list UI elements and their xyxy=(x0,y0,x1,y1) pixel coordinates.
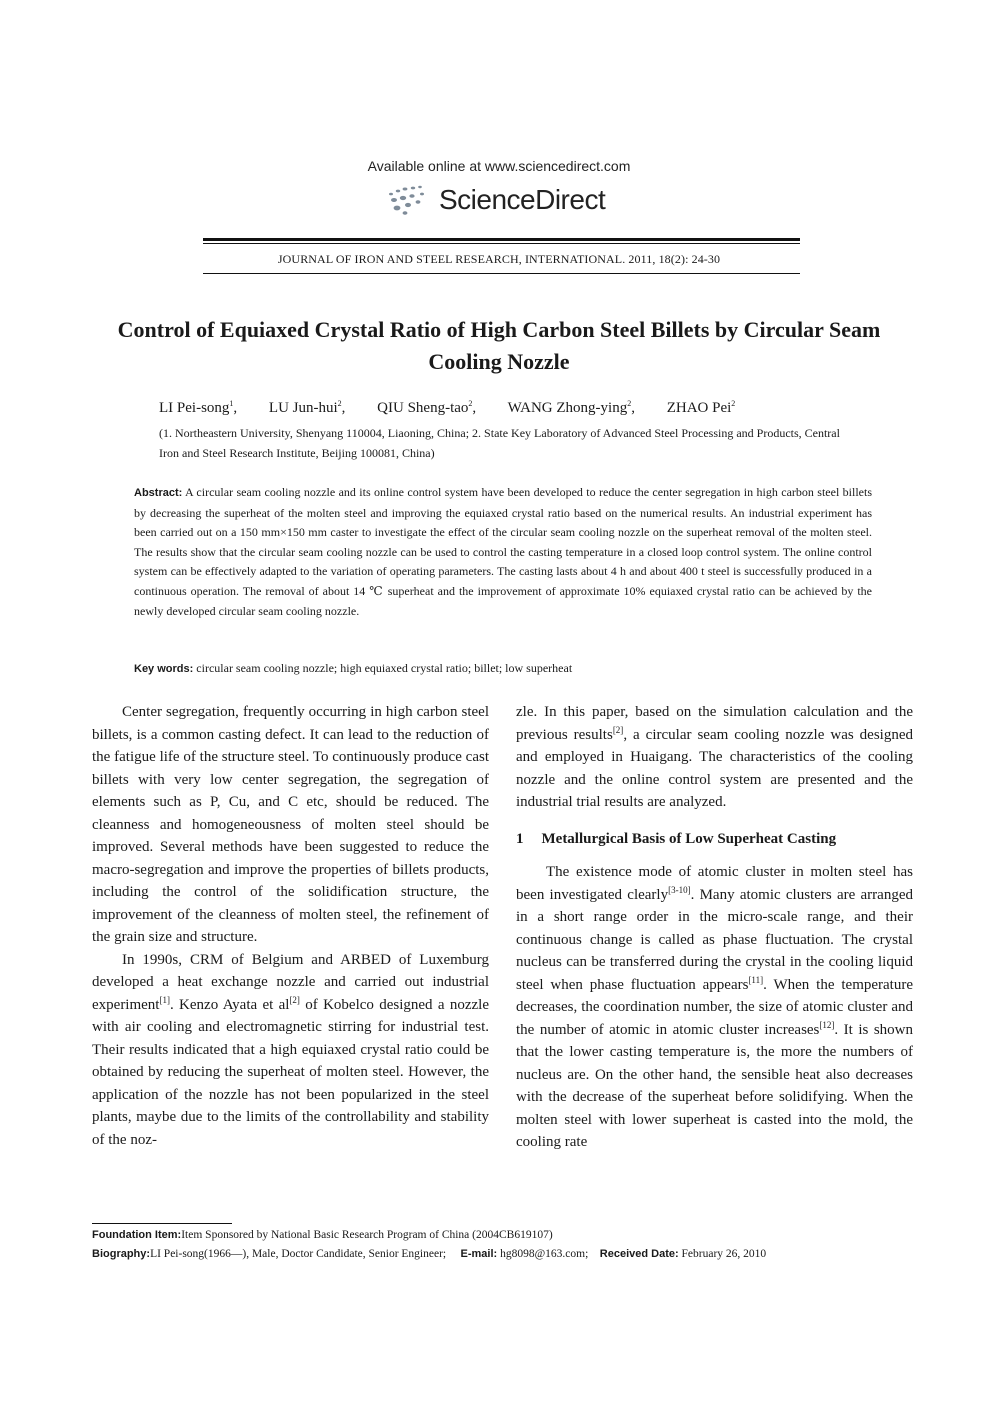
email-label: E-mail: xyxy=(460,1248,498,1260)
author xyxy=(508,400,635,416)
author-name: ZHAO Pei xyxy=(666,400,732,416)
sciencedirect-dots-icon xyxy=(383,180,433,220)
citation-ref[interactable]: [11] xyxy=(748,974,764,985)
email-address[interactable]: hg8098@163.com; xyxy=(500,1248,589,1260)
section-heading xyxy=(516,828,913,851)
author-separator: , xyxy=(472,400,477,416)
author-affiliation-mark: 1 xyxy=(229,399,234,408)
paragraph-text: . Kenzo Ayata et al xyxy=(169,996,290,1013)
citation-ref[interactable]: [12] xyxy=(819,1019,835,1030)
footnote-label: Biography: xyxy=(92,1248,151,1260)
author-name: LU Jun-hui xyxy=(268,400,338,416)
author-affiliation-mark: 2 xyxy=(627,399,632,408)
paragraph-text: , a circular seam cooling nozzle was designed and employed in Huaigang. The characteristics of the cooling nozzle and the online control system are presented and the industrial trial results are analyzed. xyxy=(516,726,913,810)
sciencedirect-wordmark: ScienceDirect xyxy=(439,184,606,215)
author-affiliation-mark: 2 xyxy=(337,399,342,408)
paragraph-text: . When the temperature decreases, the coordination number, the size of atomic cluster and the number of atomic in atomic cluster increases xyxy=(516,976,913,1038)
author-affiliation-mark: 2 xyxy=(731,399,736,408)
received-date: February 26, 2010 xyxy=(681,1248,767,1260)
citation-ref[interactable]: [1] xyxy=(159,994,170,1005)
sciencedirect-logo xyxy=(383,180,605,220)
author-name: WANG Zhong-ying xyxy=(507,400,628,416)
citation-ref[interactable]: [2] xyxy=(289,994,300,1005)
paragraph-text: In 1990s, CRM of Belgium and ARBED of Luxemburg developed a heat exchange nozzle and carried out industrial experiment xyxy=(92,951,489,1013)
paragraph-text: . It is shown that the lower casting temperature is, the more the numbers of nucleus are. On the other hand, the sensible heat also decreases with the decrease of the superheat before solidifying. When the molten steel with lower superheat is casted into the mold, the cooling rate xyxy=(516,1021,913,1150)
paragraph xyxy=(92,949,489,1152)
paragraph-text: . Many atomic clusters are arranged in a short range order in the micro-scale range, and their continuous change is called as phase fluctuation. The crystal nucleus can be transferred during the crystal in the cooling liquid steel when phase fluctuation appears xyxy=(516,886,913,993)
footnote-text: LI Pei-song(1966—), Male, Doctor Candidate, Senior Engineer; xyxy=(150,1248,447,1260)
section-number: 1 xyxy=(516,830,524,847)
paragraph-text: zle. In this paper, based on the simulation calculation and the previous results xyxy=(516,704,913,743)
section-title: Metallurgical Basis of Low Superheat Casting xyxy=(541,830,837,847)
author-separator: , xyxy=(631,400,635,416)
abstract-text: A circular seam cooling nozzle and its online control system have been developed to reduce the center segregation in high carbon steel billets by decreasing the superheat of the molten steel and improving the equiaxed crystal ratio based on the numerical results. An industrial experiment has been carried out on a 150 mm×150 mm caster to investigate the effect of the circular seam cooling nozzle on the superheat removal of the molten steel. The results show that the circular seam cooling nozzle can be used to control the casting temperature in a closed loop control system. The online control system can be effectively adapted to the variation of operating parameters. The casting lasts about 4 h and about 400 t steel is successfully produced in a continuous operation. The removal of about 14 ℃ superheat and the improvement of approximate 10% equiaxed crystal ratio can be achieved by the newly developed circular seam cooling nozzle. xyxy=(134,485,872,618)
footnote-rule xyxy=(92,1223,232,1224)
citation-ref[interactable]: [2] xyxy=(612,724,624,735)
author-affiliations: (1. Northeastern University, Shenyang 110004, Liaoning, China; 2. State Key Laboratory of Advanced Steel Processing and Products, Central Iron and Steel Research Institute, Beijing 100081, China) xyxy=(159,426,840,460)
keywords-text: circular seam cooling nozzle; high equiaxed crystal ratio; billet; low superheat xyxy=(196,661,573,675)
author xyxy=(667,400,736,416)
paragraph xyxy=(516,861,913,1154)
author xyxy=(377,400,476,416)
author-separator: , xyxy=(233,400,238,416)
header-rule-thick xyxy=(203,238,800,241)
footnote-text: Item Sponsored by National Basic Research Program of China (2004CB619107) xyxy=(181,1229,553,1241)
paragraph-text: The existence mode of atomic cluster in molten steel has been investigated clearly xyxy=(516,864,913,903)
footnote-label: Foundation Item: xyxy=(92,1229,182,1241)
author-affiliation-mark: 2 xyxy=(468,399,473,408)
header-rule-thin xyxy=(203,243,800,244)
available-online-text: Available online at www.sciencedirect.com xyxy=(367,158,631,174)
author-name: LI Pei-song xyxy=(159,400,230,416)
header-rule-bottom xyxy=(203,273,800,274)
journal-citation: JOURNAL OF IRON AND STEEL RESEARCH, INTERNATIONAL. 2011, 18(2): 24-30 xyxy=(277,252,721,266)
keywords xyxy=(134,661,872,676)
article-title: Control of Equiaxed Crystal Ratio of High Carbon Steel Billets by Circular Seam Cooling Nozzle xyxy=(117,317,881,374)
footnote-biography xyxy=(92,1248,912,1260)
body-column-left xyxy=(92,701,489,1151)
author-separator: , xyxy=(341,400,346,416)
author xyxy=(159,400,237,416)
received-date-label: Received Date: xyxy=(599,1248,679,1260)
paragraph-text: of Kobelco designed a nozzle with air cooling and electromagnetic stirring for industrial test. Their results indicated that a high equiaxed crystal ratio could be obtained by reducing the superheat of molten steel. However, the application of the nozzle has not been popularized in the steel plants, maybe due to the limits of the controllability and stability of the noz- xyxy=(92,996,489,1148)
paragraph xyxy=(516,701,913,814)
keywords-label: Key words: xyxy=(134,663,194,675)
footnote-foundation xyxy=(92,1229,912,1241)
paragraph: Center segregation, frequently occurring in high carbon steel billets, is a common casting defect. It can lead to the reduction of the fatigue life of the structure steel. To continuously produce cast billets with very low center segregation, the segregation of elements such as P, Cu, and C etc, should be reduced. The cleanness and homogeneousness of molten steel should be improved. Several methods have been suggested to reduce the macro-segregation and improve the properties of billets products, including the control of the solidification structure, the improvement of the cleanness of molten steel, the refinement of the grain size and structure. xyxy=(92,704,489,945)
abstract-label: Abstract: xyxy=(134,487,183,499)
body-column-right xyxy=(516,701,913,1154)
author-list xyxy=(159,399,899,417)
citation-ref[interactable]: [3-10] xyxy=(668,884,691,895)
author-name: QIU Sheng-tao xyxy=(377,400,469,416)
abstract xyxy=(134,483,872,621)
author xyxy=(269,400,346,416)
